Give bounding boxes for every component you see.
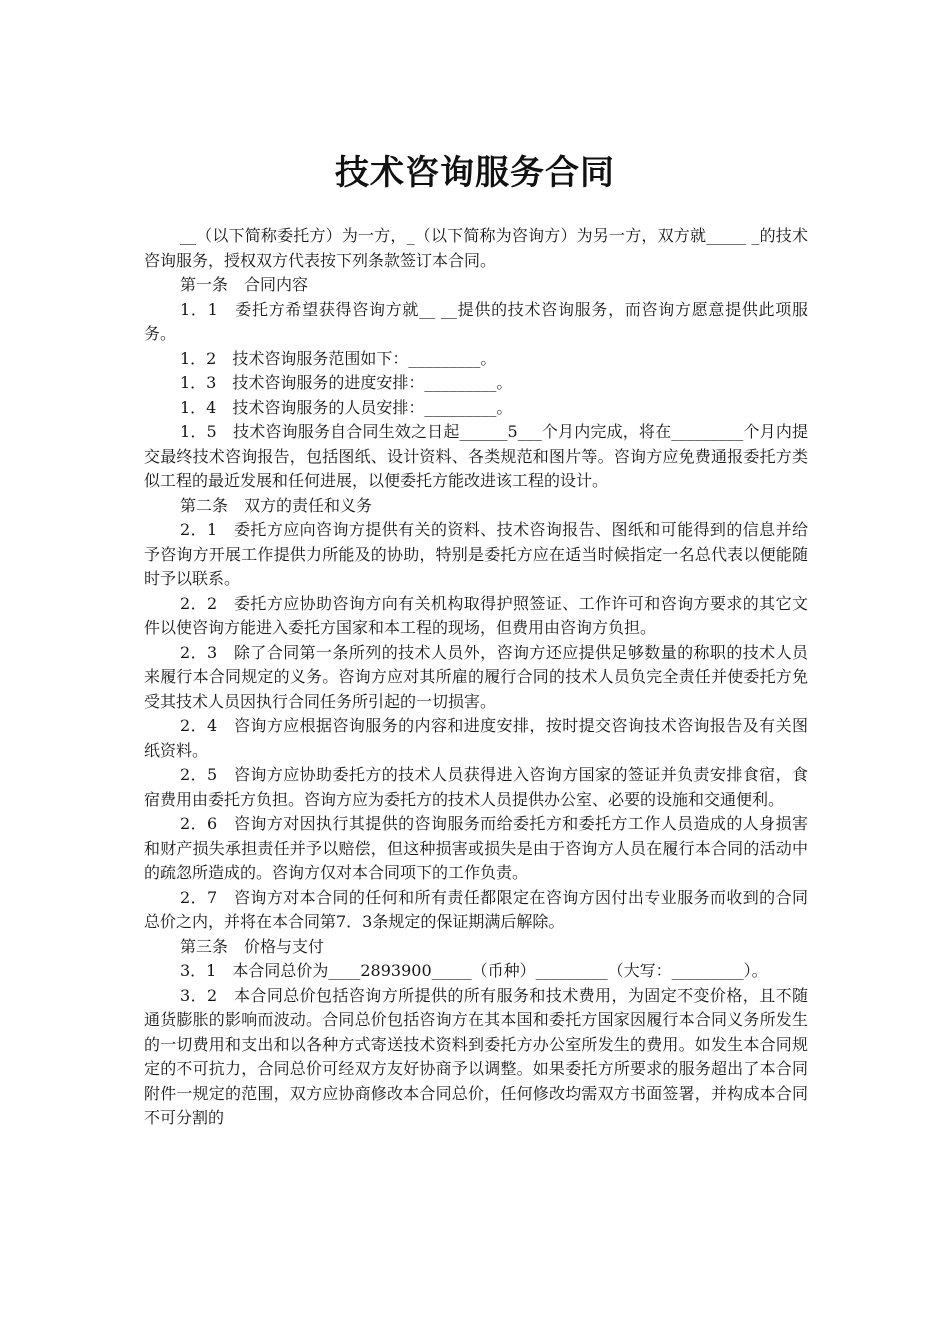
clause-2-3: 2．3 除了合同第一条所列的技术人员外，咨询方还应提供足够数量的称职的技术人员来履行本合同规定的义务。咨询方应对其所雇的履行合同的技术人员负完全责任并使委托方免受其技术人员因执行合同任务所引起的一切损害。 <box>144 642 808 711</box>
clause-1-5: 1．5 技术咨询服务自合同生效之日起______5___个月内完成，将在_________个月内提交最终技术咨询报告，包括图纸、设计资料、各类规范和图片等。咨询方应免费通报委托方类似工程的最近发展和任何进展，以便委托方能改进该工程的设计。 <box>144 422 808 490</box>
clause-1-2: 1．2 技术咨询服务范围如下：_________。 <box>180 348 497 368</box>
article-2-heading: 第二条 双方的责任和义务 <box>180 495 373 515</box>
clause-2-6: 2．6 咨询方对因执行其提供的咨询服务而给委托方和委托方工作人员造成的人身损害和财产损失承担责任并予以赔偿，但这种损害或损失是由于咨询方人员在履行本合同的活动中的疏忽所造成的。咨询方仅对本合同项下的工作负责。 <box>144 814 808 882</box>
clause-2-1: 2．1 委托方应向咨询方提供有关的资料、技术咨询报告、图纸和可能得到的信息并给予咨询方开展工作提供力所能及的协助，特别是委托方应在适当时候指定一名总代表以便能随时予以联系。 <box>144 520 808 588</box>
clause-2-2: 2．2 委托方应协助咨询方向有关机构取得护照签证、工作许可和咨询方要求的其它文件以使咨询方能进入委托方国家和本工程的现场，但费用由咨询方负担。 <box>144 593 808 637</box>
clause-3-1: 3．1 本合同总价为____2893900_____（币种）_________（大写：_________）。 <box>180 961 768 980</box>
clause-2-5: 2．5 咨询方应协助委托方的技术人员获得进入咨询方国家的签证并负责安排食宿，食宿费用由委托方负担。咨询方应为委托方的技术人员提供办公室、必要的设施和交通便利。 <box>144 765 808 809</box>
clause-2-7: 2．7 咨询方对本合同的任何和所有责任都限定在咨询方因付出专业服务而收到的合同总价之内，并将在本合同第7．3条规定的保证期满后解除。 <box>144 887 808 931</box>
clause-1-3: 1．3 技术咨询服务的进度安排：_________。 <box>180 373 513 392</box>
clause-1-4: 1．4 技术咨询服务的人员安排：_________。 <box>180 397 513 417</box>
clause-2-4: 2．4 咨询方应根据咨询服务的内容和进度安排，按时提交咨询技术咨询报告及有关图纸资料。 <box>144 716 808 760</box>
article-1-heading: 第一条 合同内容 <box>180 275 309 294</box>
document-title: 技术咨询服务合同 <box>335 153 615 193</box>
intro-paragraph: __（以下简称委托方）为一方，_（以下简称为咨询方）为另一方，双方就_____ _的技术咨询服务，授权双方代表按下列条款签订本合同。 <box>144 226 808 270</box>
article-3-heading: 第三条 价格与支付 <box>180 936 325 956</box>
clause-1-1: 1．1 委托方希望获得咨询方就__ __提供的技术咨询服务，而咨询方愿意提供此项服务。 <box>144 299 808 343</box>
document-body <box>144 224 808 1131</box>
clause-3-2: 3．2 本合同总价包括咨询方所提供的所有服务和技术费用，为固定不变价格，且不随通货膨胀的影响而波动。合同总价包括咨询方在其本国和委托方国家因履行本合同义务所发生的一切费用和支出和以各种方式寄送技术资料到委托方办公室所发生的费用。如发生本合同规定的不可抗力，合同总价可经双方友好协商予以调整。如果委托方所要求的服务超出了本合同附件一规定的范围，双方应协商修改本合同总价，任何修改均需双方书面签署，并构成本合同不可分割的 <box>144 985 808 1127</box>
